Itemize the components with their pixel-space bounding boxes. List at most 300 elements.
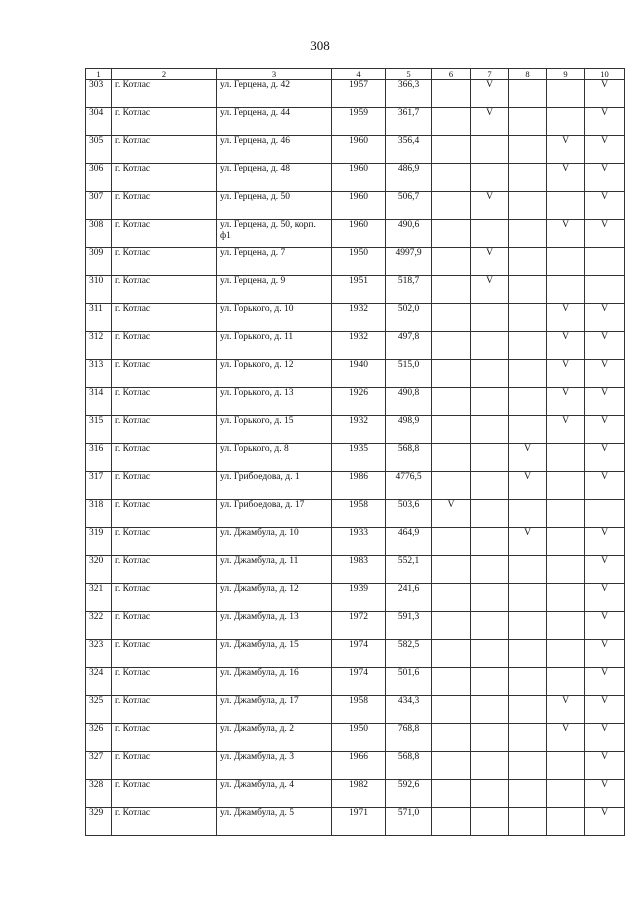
mark-cell-9: V: [547, 416, 585, 444]
mark-cell-6: V: [432, 500, 471, 528]
mark-cell-6: [432, 360, 471, 388]
address-cell: ул. Джамбула, д. 17: [217, 696, 332, 724]
mark-cell-6: [432, 388, 471, 416]
mark-cell-10: V: [585, 136, 625, 164]
mark-cell-9: [547, 640, 585, 668]
city-cell: г. Котлас: [112, 808, 217, 836]
column-header: 7: [471, 69, 509, 80]
city-cell: г. Котлас: [112, 276, 217, 304]
mark-cell-8: V: [509, 472, 547, 500]
column-header: 8: [509, 69, 547, 80]
mark-cell-7: [471, 584, 509, 612]
address-cell: ул. Горького, д. 12: [217, 360, 332, 388]
year-cell: 1926: [332, 388, 386, 416]
city-cell: г. Котлас: [112, 220, 217, 248]
mark-cell-7: [471, 500, 509, 528]
area-cell: 515,0: [386, 360, 432, 388]
year-cell: 1960: [332, 136, 386, 164]
year-cell: 1932: [332, 332, 386, 360]
city-cell: г. Котлас: [112, 612, 217, 640]
area-cell: 490,8: [386, 388, 432, 416]
mark-cell-9: [547, 780, 585, 808]
mark-cell-6: [432, 136, 471, 164]
column-header: 4: [332, 69, 386, 80]
area-cell: 506,7: [386, 192, 432, 220]
area-cell: 568,8: [386, 444, 432, 472]
mark-cell-8: [509, 668, 547, 696]
address-cell: ул. Горького, д. 8: [217, 444, 332, 472]
address-cell: ул. Джамбула, д. 5: [217, 808, 332, 836]
column-header: 5: [386, 69, 432, 80]
area-cell: 434,3: [386, 696, 432, 724]
address-cell: ул. Горького, д. 11: [217, 332, 332, 360]
row-number-cell: 310: [86, 276, 112, 304]
mark-cell-9: V: [547, 220, 585, 248]
city-cell: г. Котлас: [112, 724, 217, 752]
row-number-cell: 322: [86, 612, 112, 640]
mark-cell-8: [509, 304, 547, 332]
mark-cell-7: V: [471, 80, 509, 108]
mark-cell-7: [471, 304, 509, 332]
row-number-cell: 307: [86, 192, 112, 220]
mark-cell-8: [509, 360, 547, 388]
mark-cell-10: V: [585, 472, 625, 500]
area-cell: 490,6: [386, 220, 432, 248]
area-cell: 486,9: [386, 164, 432, 192]
row-number-cell: 329: [86, 808, 112, 836]
address-cell: ул. Горького, д. 13: [217, 388, 332, 416]
mark-cell-8: V: [509, 528, 547, 556]
table-row: [86, 640, 625, 668]
mark-cell-8: [509, 164, 547, 192]
address-cell: ул. Джамбула, д. 11: [217, 556, 332, 584]
address-cell: ул. Герцена, д. 50, корп. ф1: [217, 220, 332, 248]
table-row: [86, 584, 625, 612]
table-row: [86, 108, 625, 136]
city-cell: г. Котлас: [112, 136, 217, 164]
year-cell: 1959: [332, 108, 386, 136]
table-row: [86, 556, 625, 584]
address-cell: ул. Джамбула, д. 10: [217, 528, 332, 556]
address-cell: ул. Джамбула, д. 3: [217, 752, 332, 780]
table-row: [86, 780, 625, 808]
row-number-cell: 327: [86, 752, 112, 780]
mark-cell-10: V: [585, 444, 625, 472]
mark-cell-9: V: [547, 304, 585, 332]
mark-cell-7: [471, 220, 509, 248]
city-cell: г. Котлас: [112, 416, 217, 444]
mark-cell-9: [547, 668, 585, 696]
city-cell: г. Котлас: [112, 108, 217, 136]
table-row: [86, 668, 625, 696]
row-number-cell: 323: [86, 640, 112, 668]
mark-cell-8: [509, 248, 547, 276]
city-cell: г. Котлас: [112, 780, 217, 808]
city-cell: г. Котлас: [112, 164, 217, 192]
mark-cell-6: [432, 304, 471, 332]
area-cell: 464,9: [386, 528, 432, 556]
mark-cell-10: V: [585, 108, 625, 136]
mark-cell-8: [509, 612, 547, 640]
city-cell: г. Котлас: [112, 472, 217, 500]
table-row: [86, 528, 625, 556]
year-cell: 1940: [332, 360, 386, 388]
mark-cell-6: [432, 556, 471, 584]
mark-cell-7: [471, 780, 509, 808]
column-header: 2: [112, 69, 217, 80]
row-number-cell: 309: [86, 248, 112, 276]
table-row: [86, 472, 625, 500]
mark-cell-10: V: [585, 696, 625, 724]
table-row: [86, 724, 625, 752]
address-cell: ул. Герцена, д. 7: [217, 248, 332, 276]
city-cell: г. Котлас: [112, 528, 217, 556]
table-row: [86, 220, 625, 248]
housing-register-table: [85, 68, 625, 836]
table-row: [86, 248, 625, 276]
area-cell: 568,8: [386, 752, 432, 780]
address-cell: ул. Грибоедова, д. 17: [217, 500, 332, 528]
column-header: 3: [217, 69, 332, 80]
mark-cell-6: [432, 584, 471, 612]
column-header: 6: [432, 69, 471, 80]
row-number-cell: 324: [86, 668, 112, 696]
year-cell: 1957: [332, 80, 386, 108]
year-cell: 1972: [332, 612, 386, 640]
mark-cell-6: [432, 416, 471, 444]
row-number-cell: 319: [86, 528, 112, 556]
address-cell: ул. Герцена, д. 50: [217, 192, 332, 220]
table-row: [86, 136, 625, 164]
city-cell: г. Котлас: [112, 332, 217, 360]
row-number-cell: 328: [86, 780, 112, 808]
column-number-header-row: [86, 69, 625, 80]
mark-cell-7: [471, 556, 509, 584]
mark-cell-7: V: [471, 248, 509, 276]
row-number-cell: 315: [86, 416, 112, 444]
area-cell: 361,7: [386, 108, 432, 136]
mark-cell-9: [547, 528, 585, 556]
row-number-cell: 316: [86, 444, 112, 472]
row-number-cell: 318: [86, 500, 112, 528]
mark-cell-9: [547, 192, 585, 220]
table-row: [86, 276, 625, 304]
year-cell: 1974: [332, 668, 386, 696]
mark-cell-9: [547, 248, 585, 276]
mark-cell-7: V: [471, 192, 509, 220]
row-number-cell: 314: [86, 388, 112, 416]
mark-cell-8: [509, 192, 547, 220]
table-row: [86, 696, 625, 724]
mark-cell-9: V: [547, 136, 585, 164]
mark-cell-7: [471, 528, 509, 556]
mark-cell-8: [509, 220, 547, 248]
year-cell: 1950: [332, 724, 386, 752]
mark-cell-8: [509, 724, 547, 752]
mark-cell-7: [471, 388, 509, 416]
address-cell: ул. Герцена, д. 44: [217, 108, 332, 136]
mark-cell-10: [585, 276, 625, 304]
mark-cell-8: [509, 108, 547, 136]
mark-cell-8: [509, 584, 547, 612]
year-cell: 1951: [332, 276, 386, 304]
mark-cell-7: [471, 752, 509, 780]
mark-cell-8: [509, 332, 547, 360]
year-cell: 1932: [332, 304, 386, 332]
page-number: 308: [310, 38, 330, 53]
table-row: [86, 80, 625, 108]
area-cell: 497,8: [386, 332, 432, 360]
mark-cell-8: [509, 500, 547, 528]
mark-cell-10: V: [585, 528, 625, 556]
area-cell: 356,4: [386, 136, 432, 164]
table-row: [86, 332, 625, 360]
mark-cell-8: [509, 276, 547, 304]
year-cell: 1935: [332, 444, 386, 472]
table-row: [86, 164, 625, 192]
mark-cell-9: [547, 612, 585, 640]
address-cell: ул. Джамбула, д. 12: [217, 584, 332, 612]
area-cell: 498,9: [386, 416, 432, 444]
year-cell: 1933: [332, 528, 386, 556]
mark-cell-9: [547, 472, 585, 500]
mark-cell-10: V: [585, 164, 625, 192]
address-cell: ул. Джамбула, д. 15: [217, 640, 332, 668]
address-cell: ул. Джамбула, д. 13: [217, 612, 332, 640]
mark-cell-10: V: [585, 388, 625, 416]
mark-cell-10: V: [585, 612, 625, 640]
mark-cell-9: V: [547, 332, 585, 360]
mark-cell-8: [509, 752, 547, 780]
mark-cell-10: V: [585, 556, 625, 584]
year-cell: 1960: [332, 164, 386, 192]
area-cell: 768,8: [386, 724, 432, 752]
year-cell: 1966: [332, 752, 386, 780]
mark-cell-7: [471, 360, 509, 388]
area-cell: 4997,9: [386, 248, 432, 276]
area-cell: 4776,5: [386, 472, 432, 500]
mark-cell-7: [471, 668, 509, 696]
address-cell: ул. Джамбула, д. 2: [217, 724, 332, 752]
mark-cell-7: V: [471, 108, 509, 136]
mark-cell-6: [432, 472, 471, 500]
mark-cell-7: [471, 724, 509, 752]
mark-cell-6: [432, 220, 471, 248]
table-row: [86, 612, 625, 640]
city-cell: г. Котлас: [112, 192, 217, 220]
area-cell: 591,3: [386, 612, 432, 640]
year-cell: 1960: [332, 220, 386, 248]
table-row: [86, 808, 625, 836]
year-cell: 1960: [332, 192, 386, 220]
mark-cell-6: [432, 192, 471, 220]
row-number-cell: 326: [86, 724, 112, 752]
year-cell: 1932: [332, 416, 386, 444]
area-cell: 366,3: [386, 80, 432, 108]
table-row: [86, 360, 625, 388]
mark-cell-9: [547, 80, 585, 108]
column-header: 1: [86, 69, 112, 80]
row-number-cell: 304: [86, 108, 112, 136]
mark-cell-6: [432, 780, 471, 808]
area-cell: 502,0: [386, 304, 432, 332]
mark-cell-6: [432, 276, 471, 304]
mark-cell-6: [432, 444, 471, 472]
table-row: [86, 192, 625, 220]
area-cell: 592,6: [386, 780, 432, 808]
mark-cell-6: [432, 80, 471, 108]
area-cell: 552,1: [386, 556, 432, 584]
city-cell: г. Котлас: [112, 388, 217, 416]
mark-cell-6: [432, 752, 471, 780]
address-cell: ул. Горького, д. 10: [217, 304, 332, 332]
address-cell: ул. Герцена, д. 48: [217, 164, 332, 192]
mark-cell-6: [432, 612, 471, 640]
mark-cell-8: [509, 416, 547, 444]
city-cell: г. Котлас: [112, 80, 217, 108]
year-cell: 1939: [332, 584, 386, 612]
mark-cell-8: [509, 136, 547, 164]
mark-cell-6: [432, 528, 471, 556]
area-cell: 501,6: [386, 668, 432, 696]
mark-cell-10: V: [585, 668, 625, 696]
mark-cell-9: [547, 808, 585, 836]
mark-cell-9: [547, 276, 585, 304]
city-cell: г. Котлас: [112, 248, 217, 276]
row-number-cell: 303: [86, 80, 112, 108]
address-cell: ул. Герцена, д. 42: [217, 80, 332, 108]
mark-cell-10: V: [585, 724, 625, 752]
mark-cell-9: [547, 752, 585, 780]
mark-cell-10: V: [585, 780, 625, 808]
mark-cell-7: [471, 808, 509, 836]
table-row: [86, 416, 625, 444]
area-cell: 518,7: [386, 276, 432, 304]
mark-cell-6: [432, 808, 471, 836]
address-cell: ул. Джамбула, д. 16: [217, 668, 332, 696]
city-cell: г. Котлас: [112, 640, 217, 668]
mark-cell-10: V: [585, 192, 625, 220]
mark-cell-10: V: [585, 584, 625, 612]
mark-cell-6: [432, 332, 471, 360]
mark-cell-10: [585, 500, 625, 528]
city-cell: г. Котлас: [112, 556, 217, 584]
row-number-cell: 308: [86, 220, 112, 248]
mark-cell-9: V: [547, 360, 585, 388]
mark-cell-7: [471, 332, 509, 360]
mark-cell-9: [547, 108, 585, 136]
mark-cell-7: [471, 136, 509, 164]
city-cell: г. Котлас: [112, 668, 217, 696]
address-cell: ул. Грибоедова, д. 1: [217, 472, 332, 500]
address-cell: ул. Горького, д. 15: [217, 416, 332, 444]
mark-cell-10: V: [585, 304, 625, 332]
mark-cell-6: [432, 696, 471, 724]
mark-cell-7: [471, 472, 509, 500]
address-cell: ул. Герцена, д. 9: [217, 276, 332, 304]
row-number-cell: 321: [86, 584, 112, 612]
table-row: [86, 304, 625, 332]
mark-cell-8: [509, 80, 547, 108]
mark-cell-10: V: [585, 360, 625, 388]
year-cell: 1958: [332, 696, 386, 724]
address-cell: ул. Герцена, д. 46: [217, 136, 332, 164]
mark-cell-8: [509, 808, 547, 836]
row-number-cell: 320: [86, 556, 112, 584]
mark-cell-6: [432, 724, 471, 752]
mark-cell-10: V: [585, 808, 625, 836]
mark-cell-9: [547, 584, 585, 612]
mark-cell-6: [432, 164, 471, 192]
city-cell: г. Котлас: [112, 304, 217, 332]
mark-cell-9: V: [547, 164, 585, 192]
mark-cell-9: V: [547, 724, 585, 752]
mark-cell-10: V: [585, 80, 625, 108]
mark-cell-10: V: [585, 752, 625, 780]
mark-cell-8: [509, 640, 547, 668]
mark-cell-6: [432, 640, 471, 668]
mark-cell-10: V: [585, 640, 625, 668]
year-cell: 1986: [332, 472, 386, 500]
area-cell: 241,6: [386, 584, 432, 612]
mark-cell-10: V: [585, 416, 625, 444]
city-cell: г. Котлас: [112, 500, 217, 528]
mark-cell-7: [471, 416, 509, 444]
city-cell: г. Котлас: [112, 444, 217, 472]
mark-cell-7: [471, 612, 509, 640]
mark-cell-9: V: [547, 696, 585, 724]
mark-cell-8: [509, 388, 547, 416]
mark-cell-6: [432, 108, 471, 136]
area-cell: 582,5: [386, 640, 432, 668]
city-cell: г. Котлас: [112, 584, 217, 612]
row-number-cell: 311: [86, 304, 112, 332]
mark-cell-6: [432, 668, 471, 696]
year-cell: 1983: [332, 556, 386, 584]
mark-cell-9: V: [547, 388, 585, 416]
mark-cell-7: [471, 640, 509, 668]
city-cell: г. Котлас: [112, 752, 217, 780]
row-number-cell: 325: [86, 696, 112, 724]
year-cell: 1971: [332, 808, 386, 836]
area-cell: 571,0: [386, 808, 432, 836]
mark-cell-10: V: [585, 220, 625, 248]
mark-cell-10: [585, 248, 625, 276]
year-cell: 1982: [332, 780, 386, 808]
mark-cell-9: [547, 444, 585, 472]
column-header: 9: [547, 69, 585, 80]
address-cell: ул. Джамбула, д. 4: [217, 780, 332, 808]
mark-cell-8: [509, 780, 547, 808]
row-number-cell: 317: [86, 472, 112, 500]
mark-cell-7: [471, 696, 509, 724]
mark-cell-7: V: [471, 276, 509, 304]
mark-cell-9: [547, 500, 585, 528]
table-row: [86, 388, 625, 416]
mark-cell-10: V: [585, 332, 625, 360]
year-cell: 1950: [332, 248, 386, 276]
area-cell: 503,6: [386, 500, 432, 528]
mark-cell-7: [471, 444, 509, 472]
table-row: [86, 444, 625, 472]
mark-cell-8: V: [509, 444, 547, 472]
year-cell: 1974: [332, 640, 386, 668]
city-cell: г. Котлас: [112, 360, 217, 388]
row-number-cell: 312: [86, 332, 112, 360]
mark-cell-9: [547, 556, 585, 584]
mark-cell-8: [509, 556, 547, 584]
row-number-cell: 306: [86, 164, 112, 192]
